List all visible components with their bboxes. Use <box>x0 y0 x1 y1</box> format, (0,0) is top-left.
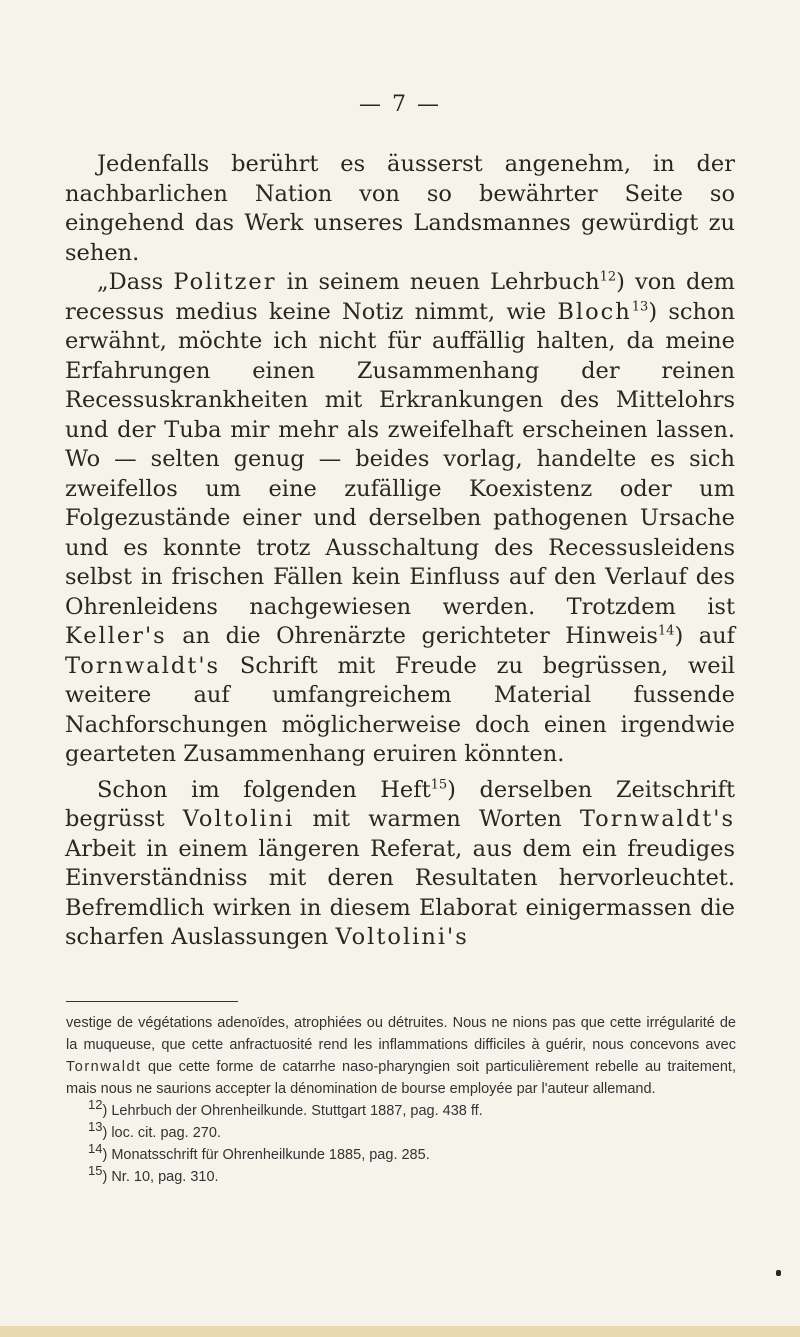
p3-text-3: mit warmen Worten <box>294 806 580 832</box>
author-politzer: Politzer <box>173 269 277 295</box>
p2-text-2: ) von dem recessus medius keine Notiz nimmt, wie <box>65 269 736 325</box>
footnote-ref-14: 14 <box>657 623 675 639</box>
page-number: — 7 — <box>359 92 441 117</box>
author-tornwaldt-2: Tornwaldt's <box>579 806 735 832</box>
author-tornwaldt: Tornwaldt's <box>65 652 221 679</box>
french-note-text-1: vestige de végétations adenoïdes, atrophiées ou détruites. Nous ne nions pas que cette irrégularité de la muqueuse, que cette anfractuosité rend les inflammations difficiles à guérir, nous concevons avec <box>66 1015 736 1053</box>
p2-lead: „Dass <box>97 269 174 295</box>
paragraph-2 <box>65 268 735 770</box>
footnote-ref-13: 13 <box>631 299 649 314</box>
ink-spot <box>776 1270 781 1276</box>
p2-text-5: ) auf <box>674 623 735 649</box>
footnote-13 <box>66 1119 736 1144</box>
footnote-mark: 14 <box>88 1141 103 1157</box>
french-note-text-2: que cette forme de catarrhe naso-pharyngien soit particulièrement rebelle au traitement, mais nous ne saurions accepter la dénomination de bourse employée par l'auteur allemand. <box>66 1059 736 1097</box>
footnote-text: ) loc. cit. pag. 270. <box>102 1125 221 1141</box>
footnote-12 <box>66 1097 736 1122</box>
footnote-14 <box>66 1141 736 1166</box>
paragraph-1 <box>65 150 735 268</box>
paragraph-3 <box>65 776 735 953</box>
french-note <box>66 1012 736 1100</box>
main-text <box>65 150 735 953</box>
author-voltolini-2: Voltolini's <box>335 924 469 950</box>
footnote-mark: 13 <box>88 1119 103 1135</box>
p2-text-3: ) schon erwähnt, möchte ich nicht für auffällig halten, da meine Erfahrungen einen Zusammenhang der reinen Recessuskrankheiten mit Erkrankungen des Mittelohrs und der Tuba mir mehr als zweifelhaft erscheinen lassen. Wo — selten genug — beides vorlag, handelte es sich zweifellos um eine zufällige Koexistenz oder um Folgezustände einer und derselben pathogenen Ursache und es konnte trotz Ausschaltung des Recessusleidens selbst in frischen Fällen kein Einfluss auf den Verlauf des Ohrenleidens nachgewiesen werden. Trotzdem ist <box>65 298 735 620</box>
author-bloch: Bloch <box>557 298 632 325</box>
p2-text-6: Schrift mit Freude zu begrüssen, weil weitere auf umfangreichem Material fussende Nachforschungen möglicherweise doch einen irgendwie gearteten Zusammenhang eruiren könnten. <box>65 652 735 767</box>
footnotes-section <box>66 1012 736 1188</box>
footnote-mark: 12 <box>88 1097 103 1113</box>
p3-text-4: Arbeit in einem längeren Referat, aus dem ein freudiges Einverständniss mit deren Resultaten hervorleuchtet. Befremdlich wirken in diesem Elaborat einigermassen die scharfen Auslassungen <box>65 835 735 950</box>
paragraph-1-text: Jedenfalls berührt es äusserst angenehm, in der nachbarlichen Nation von so bewährter Seite so eingehend das Werk unseres Landsmannes gewürdigt zu sehen. <box>65 151 735 266</box>
footnote-15 <box>66 1163 736 1188</box>
footnote-ref-12: 12 <box>599 269 617 285</box>
footnote-ref-15: 15 <box>430 777 448 792</box>
page-edge <box>0 1326 800 1337</box>
p2-text-4: an die Ohrenärzte gerichteter Hinweis <box>166 623 658 649</box>
author-voltolini: Voltolini <box>182 806 295 832</box>
french-note-author: Tornwaldt <box>66 1059 142 1075</box>
footnote-mark: 15 <box>88 1163 103 1179</box>
p3-text-1: Schon im folgenden Heft <box>97 776 431 803</box>
footnote-text: ) Nr. 10, pag. 310. <box>102 1169 219 1185</box>
footnote-separator <box>66 1001 238 1002</box>
footnote-text: ) Monatsschrift für Ohrenheilkunde 1885, pag. 285. <box>102 1147 430 1163</box>
author-keller: Keller's <box>65 623 167 649</box>
footnote-text: ) Lehrbuch der Ohrenheilkunde. Stuttgart 1887, pag. 438 ff. <box>102 1103 483 1119</box>
p2-text-1: in seinem neuen Lehrbuch <box>276 269 600 295</box>
p3-text-2: ) derselben Zeitschrift begrüsst <box>65 776 735 832</box>
